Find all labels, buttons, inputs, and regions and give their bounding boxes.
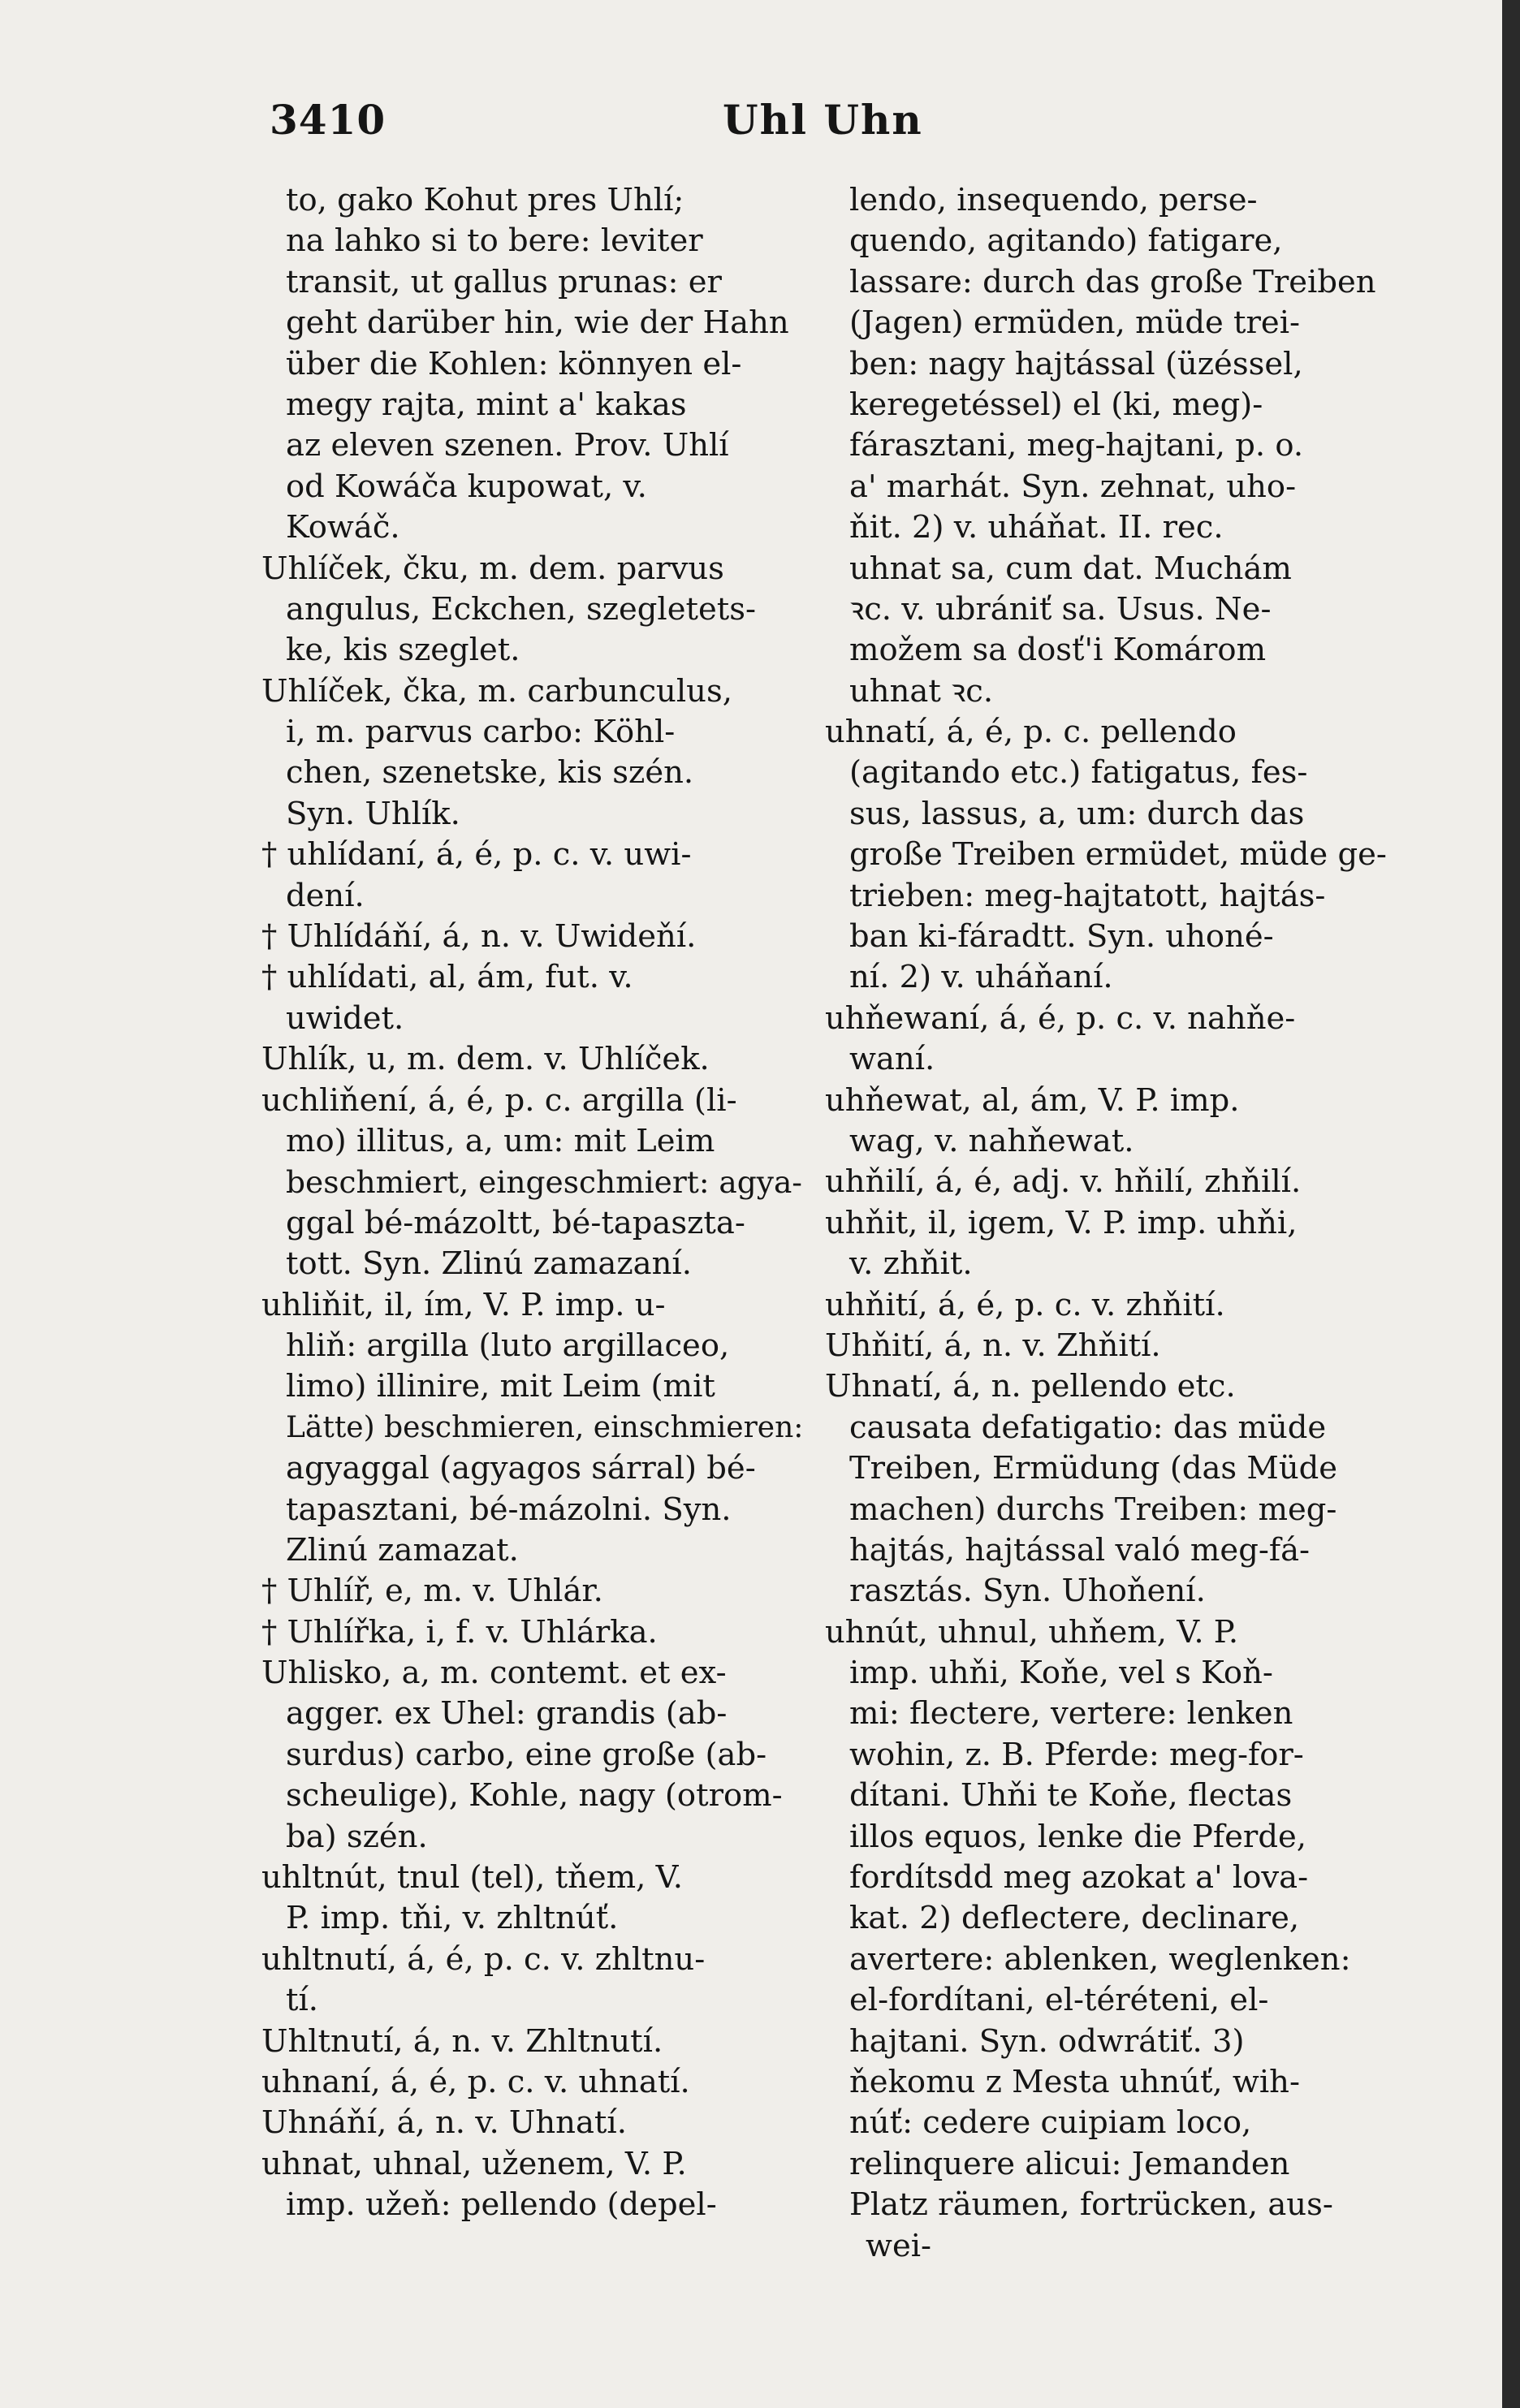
dictionary-line: chen, szenetske, kis szén. xyxy=(286,754,694,792)
dictionary-line: mo) illitus, a, um: mit Leim xyxy=(286,1122,715,1159)
dictionary-line: Uhlík, u, m. dem. v. Uhlíček. xyxy=(261,1041,710,1078)
dictionary-line: lassare: durch das große Treiben xyxy=(849,263,1376,300)
dictionary-line: az eleven szenen. Prov. Uhlí xyxy=(286,427,729,464)
dictionary-line: imp. užeň: pellendo (depel- xyxy=(286,2186,717,2224)
dictionary-line: lendo, insequendo, perse- xyxy=(849,182,1258,218)
dictionary-line: v. zhňit. xyxy=(849,1245,973,1283)
dictionary-line: limo) illinire, mit Leim (mit xyxy=(286,1368,715,1405)
dictionary-line: kat. 2) deflectere, declinare, xyxy=(849,1900,1300,1937)
dictionary-line: über die Kohlen: könnyen el- xyxy=(286,345,742,382)
dictionary-line: machen) durchs Treiben: meg- xyxy=(849,1491,1337,1528)
dictionary-line: angulus, Eckchen, szegletets- xyxy=(286,590,757,628)
dictionary-line: hajtás, hajtással való meg-fá- xyxy=(849,1531,1311,1569)
page-number: 3410 xyxy=(270,96,386,144)
dictionary-line: ꝛc. v. ubrániť sa. Usus. Ne- xyxy=(849,590,1272,628)
dictionary-line: fárasztani, meg-hajtani, p. o. xyxy=(849,427,1304,464)
dictionary-line: rasztás. Syn. Uhoňení. xyxy=(849,1573,1206,1610)
dictionary-line: uhltnút, tnul (tel), tňem, V. xyxy=(261,1859,683,1897)
dictionary-line: agger. ex Uhel: grandis (ab- xyxy=(286,1695,728,1733)
running-head: Uhl Uhn xyxy=(723,96,923,144)
dictionary-line: causata defatigatio: das müde xyxy=(849,1409,1327,1446)
dictionary-line: wei- xyxy=(866,2227,932,2264)
dictionary-line: wag, v. nahňewat. xyxy=(849,1122,1134,1159)
dictionary-line: surdus) carbo, eine große (ab- xyxy=(286,1736,767,1773)
dictionary-line: mi: flectere, vertere: lenken xyxy=(849,1695,1293,1733)
dictionary-line: el-fordítani, el-téréteni, el- xyxy=(849,1982,1269,2019)
dictionary-line: a' marhát. Syn. zehnat, uho- xyxy=(849,468,1297,505)
dictionary-line: dítani. Uhňi te Koňe, flectas xyxy=(849,1777,1293,1815)
dictionary-line: † Uhlídáňí, á, n. v. Uwideňí. xyxy=(261,918,697,956)
dictionary-line: trieben: meg-hajtatott, hajtás- xyxy=(849,877,1326,914)
dictionary-line: illos equos, lenke die Pferde, xyxy=(849,1818,1306,1855)
dictionary-line: uhnat, uhnal, uženem, V. P. xyxy=(261,2145,687,2182)
dictionary-line: ke, kis szeglet. xyxy=(286,632,520,669)
left-column xyxy=(261,180,807,2226)
dictionary-line: ban ki-fáradtt. Syn. uhoné- xyxy=(849,918,1274,956)
dictionary-line: uchliňení, á, é, p. c. argilla (li- xyxy=(261,1081,737,1119)
dictionary-line: uhňilí, á, é, adj. v. hňilí, zhňilí. xyxy=(825,1163,1302,1201)
dictionary-line: wohin, z. B. Pferde: meg-for- xyxy=(849,1736,1304,1773)
dictionary-line: waní. xyxy=(849,1041,935,1078)
dictionary-line: ben: nagy hajtással (üzéssel, xyxy=(849,345,1303,382)
dictionary-line: Uhlíček, čku, m. dem. parvus xyxy=(261,550,724,587)
dictionary-line: Zlinú zamazat. xyxy=(286,1531,519,1569)
dictionary-line: (agitando etc.) fatigatus, fes- xyxy=(849,754,1308,792)
dictionary-line: ňit. 2) v. uháňat. II. rec. xyxy=(849,509,1224,546)
dictionary-line: beschmiert, eingeschmiert: agya- xyxy=(286,1164,802,1201)
page-header xyxy=(0,96,1502,153)
dictionary-line: možem sa dosť'i Komárom xyxy=(849,632,1267,669)
dictionary-line: Uhlisko, a, m. contemt. et ex- xyxy=(261,1655,727,1692)
dictionary-line: uhnat sa, cum dat. Muchám xyxy=(849,550,1292,587)
dictionary-line: Uhnatí, á, n. pellendo etc. xyxy=(825,1368,1236,1405)
dictionary-line: Platz räumen, fortrücken, aus- xyxy=(849,2186,1333,2224)
dictionary-line: uhňit, il, igem, V. P. imp. uhňi, xyxy=(825,1204,1298,1241)
dictionary-line: Uhnáňí, á, n. v. Uhnatí. xyxy=(261,2104,627,2142)
dictionary-line: sus, lassus, a, um: durch das xyxy=(849,795,1305,832)
dictionary-line: hliň: argilla (luto argillaceo, xyxy=(286,1327,730,1364)
dictionary-line: hajtani. Syn. odwrátiť. 3) xyxy=(849,2022,1245,2060)
dictionary-line: uwidet. xyxy=(286,999,404,1037)
dictionary-line: fordítsdd meg azokat a' lova- xyxy=(849,1859,1309,1897)
dictionary-line: quendo, agitando) fatigare, xyxy=(849,222,1283,260)
dictionary-line: ní. 2) v. uháňaní. xyxy=(849,959,1113,996)
dictionary-line: Uhňití, á, n. v. Zhňití. xyxy=(825,1327,1161,1364)
dictionary-line: Kowáč. xyxy=(286,509,400,546)
dictionary-line: † Uhlíř, e, m. v. Uhlár. xyxy=(261,1573,603,1610)
dictionary-line: ggal bé-mázoltt, bé-tapaszta- xyxy=(286,1204,745,1241)
dictionary-line: große Treiben ermüdet, müde ge- xyxy=(849,836,1387,874)
page-edge-shadow xyxy=(1502,0,1520,2408)
dictionary-line: Uhltnutí, á, n. v. Zhltnutí. xyxy=(261,2022,663,2060)
dictionary-line: Treiben, Ermüdung (das Müde xyxy=(849,1450,1338,1487)
dictionary-line: relinquere alicui: Jemanden xyxy=(849,2145,1290,2182)
dictionary-line: (Jagen) ermüden, müde trei- xyxy=(849,304,1301,342)
dictionary-line: † uhlídaní, á, é, p. c. v. uwi- xyxy=(261,836,692,874)
dictionary-line: uhnút, uhnul, uhňem, V. P. xyxy=(825,1613,1239,1651)
dictionary-line: † uhlídati, al, ám, fut. v. xyxy=(261,959,633,996)
dictionary-line: ba) szén. xyxy=(286,1818,428,1855)
dictionary-line: uhňewaní, á, é, p. c. v. nahňe- xyxy=(825,999,1296,1037)
dictionary-line: avertere: ablenken, weglenken: xyxy=(849,1940,1351,1978)
dictionary-line: scheulige), Kohle, nagy (otrom- xyxy=(286,1777,783,1815)
dictionary-line: to, gako Kohut pres Uhlí; xyxy=(286,182,684,218)
dictionary-line: i, m. parvus carbo: Köhl- xyxy=(286,714,676,751)
dictionary-line: P. imp. tňi, v. zhltnúť. xyxy=(286,1900,619,1937)
dictionary-line: uhnaní, á, é, p. c. v. uhnatí. xyxy=(261,2063,690,2100)
right-column xyxy=(825,180,1410,2267)
dictionary-line: tott. Syn. Zlinú zamazaní. xyxy=(286,1245,692,1283)
dictionary-line: tí. xyxy=(286,1982,319,2019)
dictionary-line: Syn. Uhlík. xyxy=(286,795,460,832)
dictionary-line: uhnatí, á, é, p. c. pellendo xyxy=(825,714,1237,751)
dictionary-line: na lahko si to bere: leviter xyxy=(286,222,703,260)
dictionary-line: uhltnutí, á, é, p. c. v. zhltnu- xyxy=(261,1940,706,1978)
dictionary-line: od Kowáča kupowat, v. xyxy=(286,468,647,505)
dictionary-line: uhňití, á, é, p. c. v. zhňití. xyxy=(825,1286,1225,1323)
dictionary-line: keregetéssel) el (ki, meg)- xyxy=(849,386,1263,423)
dictionary-line: geht darüber hin, wie der Hahn xyxy=(286,304,789,342)
dictionary-line: † Uhlířka, i, f. v. Uhlárka. xyxy=(261,1613,658,1651)
dictionary-line: núť: cedere cuipiam loco, xyxy=(849,2104,1252,2142)
dictionary-line: transit, ut gallus prunas: er xyxy=(286,263,722,300)
dictionary-line: imp. uhňi, Koňe, vel s Koň- xyxy=(849,1655,1273,1692)
dictionary-line: uhňewat, al, ám, V. P. imp. xyxy=(825,1081,1240,1119)
dictionary-line: ňekomu z Mesta uhnúť, wih- xyxy=(849,2063,1300,2100)
dictionary-line: megy rajta, mint a' kakas xyxy=(286,386,687,423)
dictionary-line: Uhlíček, čka, m. carbunculus, xyxy=(261,672,732,710)
dictionary-line: uhliňit, il, ím, V. P. imp. u- xyxy=(261,1286,666,1323)
dictionary-line: Lätte) beschmieren, einschmieren: xyxy=(286,1410,804,1444)
dictionary-line: tapasztani, bé-mázolni. Syn. xyxy=(286,1491,732,1528)
dictionary-line: agyaggal (agyagos sárral) bé- xyxy=(286,1450,756,1487)
dictionary-line: uhnat ꝛc. xyxy=(849,672,994,710)
dictionary-line: dení. xyxy=(286,877,365,914)
